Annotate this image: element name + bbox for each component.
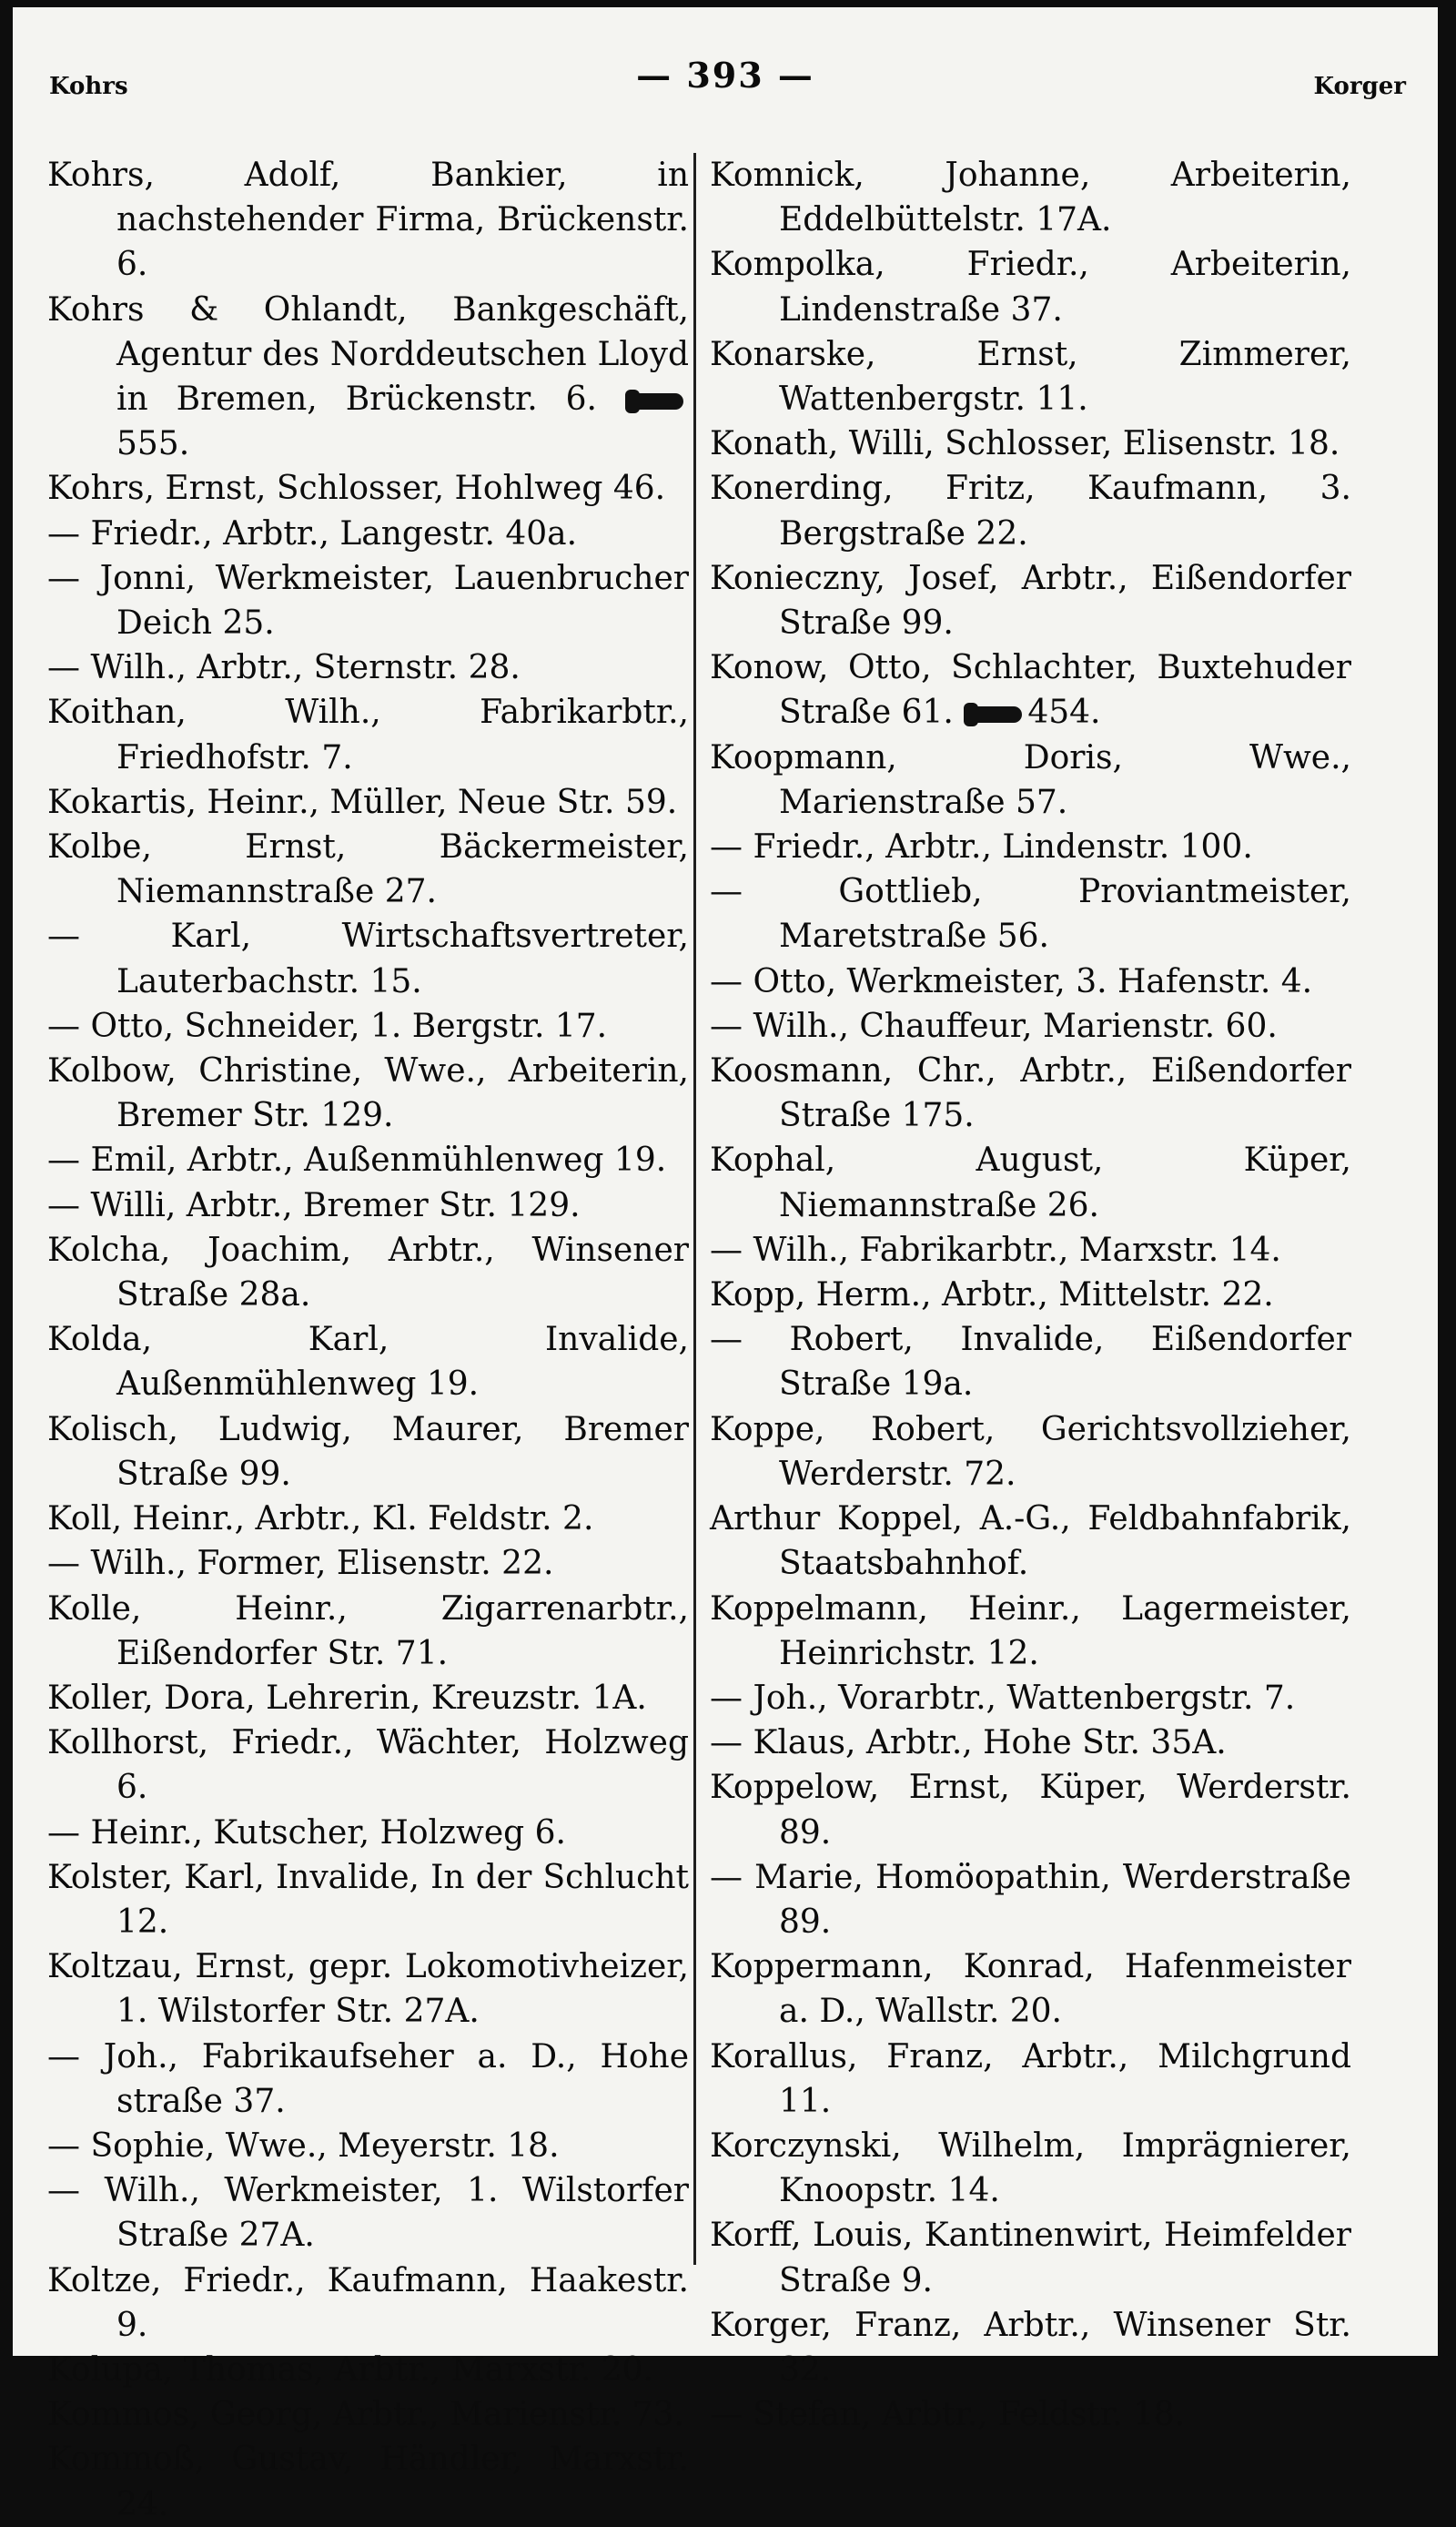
entry-text: Konarske, Ernst, Zimmerer, Wattenbergstr. 11. — [710, 335, 1351, 419]
directory-entry — [710, 2392, 1351, 2437]
entry-text: — Friedr., Arbtr., Langestr. 40a. — [47, 514, 578, 553]
directory-entry — [710, 2124, 1351, 2213]
entry-text: — Jonni, Werkmeister, Lauenbrucher Deich 25. — [47, 559, 689, 643]
entry-text: Kolisch, Ludwig, Maurer, Bremer Straße 99. — [47, 1410, 689, 1493]
entry-text: Koppelow, Ernst, Küper, Werderstr. 89. — [710, 1769, 1351, 1852]
directory-entry — [710, 825, 1351, 869]
directory-entry — [47, 690, 689, 779]
right-column — [710, 153, 1351, 2437]
directory-entry — [710, 1944, 1351, 2034]
entry-text: Kohrs, Ernst, Schlosser, Hohlweg 46. — [47, 470, 666, 508]
entry-text: Korger, Franz, Arbtr., Winsener Str. 32. — [710, 2306, 1351, 2389]
directory-entry — [47, 2035, 689, 2124]
directory-entry — [47, 1587, 689, 1676]
directory-entry — [47, 1004, 689, 1049]
entry-text: Arthur Koppel, A.-G., Feldbahnfabrik, Staatsbahnhof. — [710, 1500, 1351, 1583]
directory-entry — [47, 780, 689, 825]
directory-entry — [47, 1497, 689, 1541]
entry-text: Kommoß, Gustav, Händler, Marxstr. 24. — [47, 2441, 689, 2523]
phone-number: 454. — [1027, 694, 1101, 732]
entry-text: Konieczny, Josef, Arbtr., Eißendorfer Straße 99. — [710, 559, 1351, 643]
directory-entry — [47, 153, 689, 288]
entry-text: — Gottlieb, Proviantmeister, Maretstraße 56. — [710, 873, 1351, 956]
entry-text: Koopmann, Doris, Wwe., Marienstraße 57. — [710, 738, 1351, 821]
directory-entry — [47, 1183, 689, 1228]
entry-text: Konow, Otto, Schlachter, Buxtehuder Straße 61. — [710, 649, 1351, 732]
directory-entry — [710, 153, 1351, 242]
directory-entry — [47, 1676, 689, 1720]
entry-text: Kommos, Georg, Arbtr., Marienstr. 73. — [47, 2396, 684, 2434]
directory-entry — [710, 2035, 1351, 2124]
directory-entry — [47, 556, 689, 645]
entry-text: Kokartis, Heinr., Müller, Neue Str. 59. — [47, 783, 678, 821]
directory-entry — [710, 1676, 1351, 1720]
entry-text: — Emil, Arbtr., Außenmühlenweg 19. — [47, 1142, 667, 1180]
directory-entry — [47, 2437, 689, 2526]
directory-entry — [47, 1407, 689, 1497]
directory-entry — [47, 2348, 689, 2392]
directory-entry — [47, 512, 689, 556]
entry-text: — Wilh., Fabrikarbtr., Marxstr. 14. — [710, 1231, 1281, 1269]
entry-text: — Wilh., Werkmeister, 1. Wilstorfer Straße 27A. — [47, 2172, 689, 2255]
directory-entry — [47, 1720, 689, 1810]
entry-text: Koppermann, Konrad, Hafenmeister a. D., Wallstr. 20. — [710, 1948, 1351, 2031]
entry-text: — Klaus, Arbtr., Hohe Str. 35A. — [710, 1724, 1227, 1762]
entry-text: Kophal, August, Küper, Niemannstraße 26. — [710, 1142, 1351, 1224]
directory-entry — [710, 1228, 1351, 1273]
entry-text: Koll, Heinr., Arbtr., Kl. Feldstr. 2. — [47, 1500, 594, 1538]
entry-text: — Stefan, Arbtr., Feldstr. 18. — [710, 2396, 1186, 2434]
directory-entry — [47, 2258, 689, 2348]
entry-text: Konath, Willi, Schlosser, Elisenstr. 18. — [710, 425, 1340, 463]
phone-number: 555. — [116, 425, 190, 463]
entry-text: — Wilh., Arbtr., Sternstr. 28. — [47, 649, 521, 687]
entry-text: — Friedr., Arbtr., Lindenstr. 100. — [710, 828, 1253, 867]
directory-entry — [47, 2168, 689, 2258]
directory-entry — [710, 1765, 1351, 1854]
entry-text: Kolster, Karl, Invalide, In der Schlucht 12. — [47, 1858, 689, 1941]
directory-entry — [710, 1497, 1351, 1586]
entry-text: — Joh., Vorarbtr., Wattenbergstr. 7. — [710, 1679, 1296, 1717]
telephone-icon — [631, 393, 683, 410]
directory-entry — [710, 1720, 1351, 1765]
directory-entry — [47, 1049, 689, 1138]
directory-entry — [710, 556, 1351, 645]
entry-text: Korff, Louis, Kantinenwirt, Heimfelder Straße 9. — [710, 2217, 1351, 2299]
directory-entry — [710, 736, 1351, 825]
directory-entry — [47, 1138, 689, 1182]
directory-entry — [710, 1004, 1351, 1049]
directory-entry — [47, 1541, 689, 1586]
page-number: — 393 — — [636, 55, 814, 96]
entry-text: Kollhorst, Friedr., Wächter, Holzweg 6. — [47, 1724, 689, 1807]
entry-text: Koppe, Robert, Gerichtsvollzieher, Werderstr. 72. — [710, 1410, 1351, 1493]
directory-entry — [710, 1407, 1351, 1497]
entry-text: Koltzau, Ernst, gepr. Lokomotivheizer, 1. Wilstorfer Str. 27A. — [47, 1948, 689, 2031]
entry-text: — Heinr., Kutscher, Holzweg 6. — [47, 1813, 566, 1852]
entry-text: Kolda, Karl, Invalide, Außenmühlenweg 19. — [47, 1321, 689, 1404]
entry-text: Korallus, Franz, Arbtr., Milchgrund 11. — [710, 2037, 1351, 2120]
directory-entry — [710, 2213, 1351, 2302]
entry-text: Kopp, Herm., Arbtr., Mittelstr. 22. — [710, 1276, 1274, 1314]
entry-text: — Sophie, Wwe., Meyerstr. 18. — [47, 2126, 560, 2165]
directory-entry — [47, 288, 689, 467]
entry-text: Koppelmann, Heinr., Lagermeister, Heinrichstr. 12. — [710, 1589, 1351, 1672]
directory-entry — [710, 2303, 1351, 2392]
column-divider — [693, 153, 696, 2265]
entry-text: Koltze, Friedr., Kaufmann, Haakestr. 9. — [47, 2261, 689, 2344]
directory-page — [13, 7, 1438, 2523]
entry-text: — Otto, Werkmeister, 3. Hafenstr. 4. — [710, 962, 1313, 1000]
running-head-right: Korger — [1313, 73, 1406, 100]
directory-entry — [47, 466, 689, 511]
directory-entry — [47, 1317, 689, 1406]
directory-entry — [47, 914, 689, 1003]
entry-text: Kolbe, Ernst, Bäckermeister, Niemannstraße 27. — [47, 828, 689, 911]
directory-entry — [710, 242, 1351, 331]
directory-entry — [710, 1138, 1351, 1227]
directory-entry — [710, 645, 1351, 735]
entry-text: — Willi, Arbtr., Bremer Str. 129. — [47, 1186, 581, 1224]
directory-entry — [47, 1855, 689, 1944]
directory-entry — [710, 332, 1351, 421]
running-head-left: Kohrs — [49, 73, 128, 100]
directory-entry — [710, 869, 1351, 959]
entry-text: Koosmann, Chr., Arbtr., Eißendorfer Straße 175. — [710, 1052, 1351, 1135]
entry-text: Koller, Dora, Lehrerin, Kreuzstr. 1A. — [47, 1679, 647, 1717]
page-header — [13, 55, 1438, 109]
directory-entry — [47, 2124, 689, 2168]
entry-text: Korczynski, Wilhelm, Imprägnierer, Knoopstr. 14. — [710, 2126, 1351, 2210]
left-column — [47, 153, 689, 2527]
entry-text: Kompolka, Friedr., Arbeiterin, Lindenstraße 37. — [710, 246, 1351, 329]
entry-text: — Joh., Fabrikaufseher a. D., Hohe straße 37. — [47, 2037, 689, 2120]
directory-entry — [47, 1228, 689, 1317]
directory-entry — [47, 645, 689, 690]
directory-entry — [47, 1944, 689, 2034]
directory-entry — [710, 1587, 1351, 1676]
entry-text: — Marie, Homöopathin, Werderstraße 89. — [710, 1858, 1351, 1941]
entry-text: — Karl, Wirtschaftsvertreter, Lauterbachstr. 15. — [47, 918, 689, 1000]
directory-entry — [47, 2392, 689, 2437]
entry-text: Kolupa, Thomas, Arbtr., Marxstr. 20. — [47, 2350, 653, 2389]
telephone-icon — [969, 706, 1022, 723]
entry-text: Kolle, Heinr., Zigarrenarbtr., Eißendorfer Str. 71. — [47, 1589, 689, 1672]
entry-text: Konerding, Fritz, Kaufmann, 3. Bergstraße 22. — [710, 470, 1351, 553]
entry-text: — Robert, Invalide, Eißendorfer Straße 19a. — [710, 1321, 1351, 1404]
entry-text: — Otto, Schneider, 1. Bergstr. 17. — [47, 1007, 608, 1045]
directory-entry — [710, 1317, 1351, 1406]
directory-entry — [710, 1855, 1351, 1944]
directory-entry — [710, 421, 1351, 466]
directory-entry — [710, 466, 1351, 555]
directory-entry — [710, 1049, 1351, 1138]
entry-text: Kohrs & Ohlandt, Bankgeschäft, Agentur des Norddeutschen Lloyd in Bremen, Brückenstr. 6. — [47, 290, 689, 419]
entry-text: — Wilh., Chauffeur, Marienstr. 60. — [710, 1007, 1278, 1045]
entry-text: Kohrs, Adolf, Bankier, in nachstehender Firma, Brückenstr. 6. — [47, 157, 689, 284]
directory-entry — [710, 1273, 1351, 1317]
directory-entry — [47, 825, 689, 914]
directory-entry — [710, 959, 1351, 1004]
entry-text: Kolbow, Christine, Wwe., Arbeiterin, Bremer Str. 129. — [47, 1052, 689, 1135]
directory-entry — [47, 1811, 689, 1855]
entry-text: Komnick, Johanne, Arbeiterin, Eddelbüttelstr. 17A. — [710, 157, 1351, 239]
entry-text: — Wilh., Former, Elisenstr. 22. — [47, 1545, 554, 1583]
entry-text: Koithan, Wilh., Fabrikarbtr., Friedhofstr. 7. — [47, 694, 689, 776]
entry-text: Kolcha, Joachim, Arbtr., Winsener Straße 28a. — [47, 1231, 689, 1314]
